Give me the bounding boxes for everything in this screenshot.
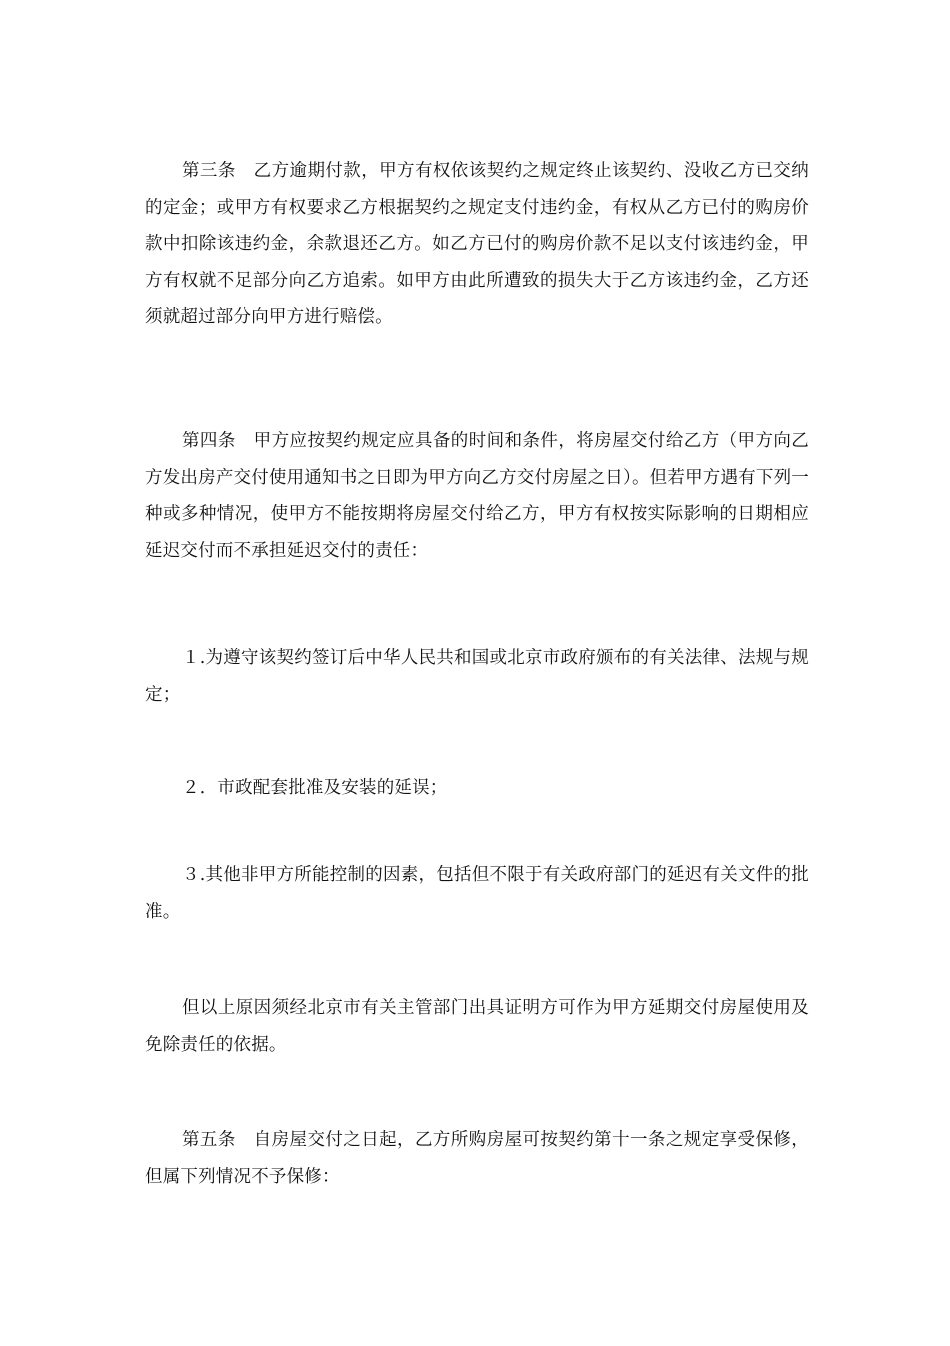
list-item-3: ３.其他非甲方所能控制的因素，包括但不限于有关政府部门的延迟有关文件的批准。 bbox=[145, 865, 809, 922]
proviso-paragraph: 但以上原因须经北京市有关主管部门出具证明方可作为甲方延期交付房屋使用及免除责任的依据。 bbox=[145, 998, 809, 1055]
article-4-paragraph: 第四条 甲方应按契约规定应具备的时间和条件，将房屋交付给乙方（甲方向乙方发出房产交付使用通知书之日即为甲方向乙方交付房屋之日）。但若甲方遇有下列一种或多种情况，使甲方不能按期将房屋交付给乙方，甲方有权按实际影响的日期相应延迟交付而不承担延迟交付的责任： bbox=[145, 431, 809, 561]
list-item-2: ２．市政配套批准及安装的延误； bbox=[182, 778, 448, 798]
article-5-paragraph: 第五条 自房屋交付之日起，乙方所购房屋可按契约第十一条之规定享受保修，但属下列情况不予保修： bbox=[145, 1130, 809, 1187]
list-item-1: １.为遵守该契约签订后中华人民共和国或北京市政府颁布的有关法律、法规与规定； bbox=[145, 648, 809, 705]
article-3-paragraph: 第三条 乙方逾期付款，甲方有权依该契约之规定终止该契约、没收乙方已交纳的定金；或甲方有权要求乙方根据契约之规定支付违约金，有权从乙方已付的购房价款中扣除该违约金，余款退还乙方。如乙方已付的购房价款不足以支付该违约金，甲方有权就不足部分向乙方追索。如甲方由此所遭致的损失大于乙方该违约金，乙方还须就超过部分向甲方进行赔偿。 bbox=[145, 161, 809, 327]
